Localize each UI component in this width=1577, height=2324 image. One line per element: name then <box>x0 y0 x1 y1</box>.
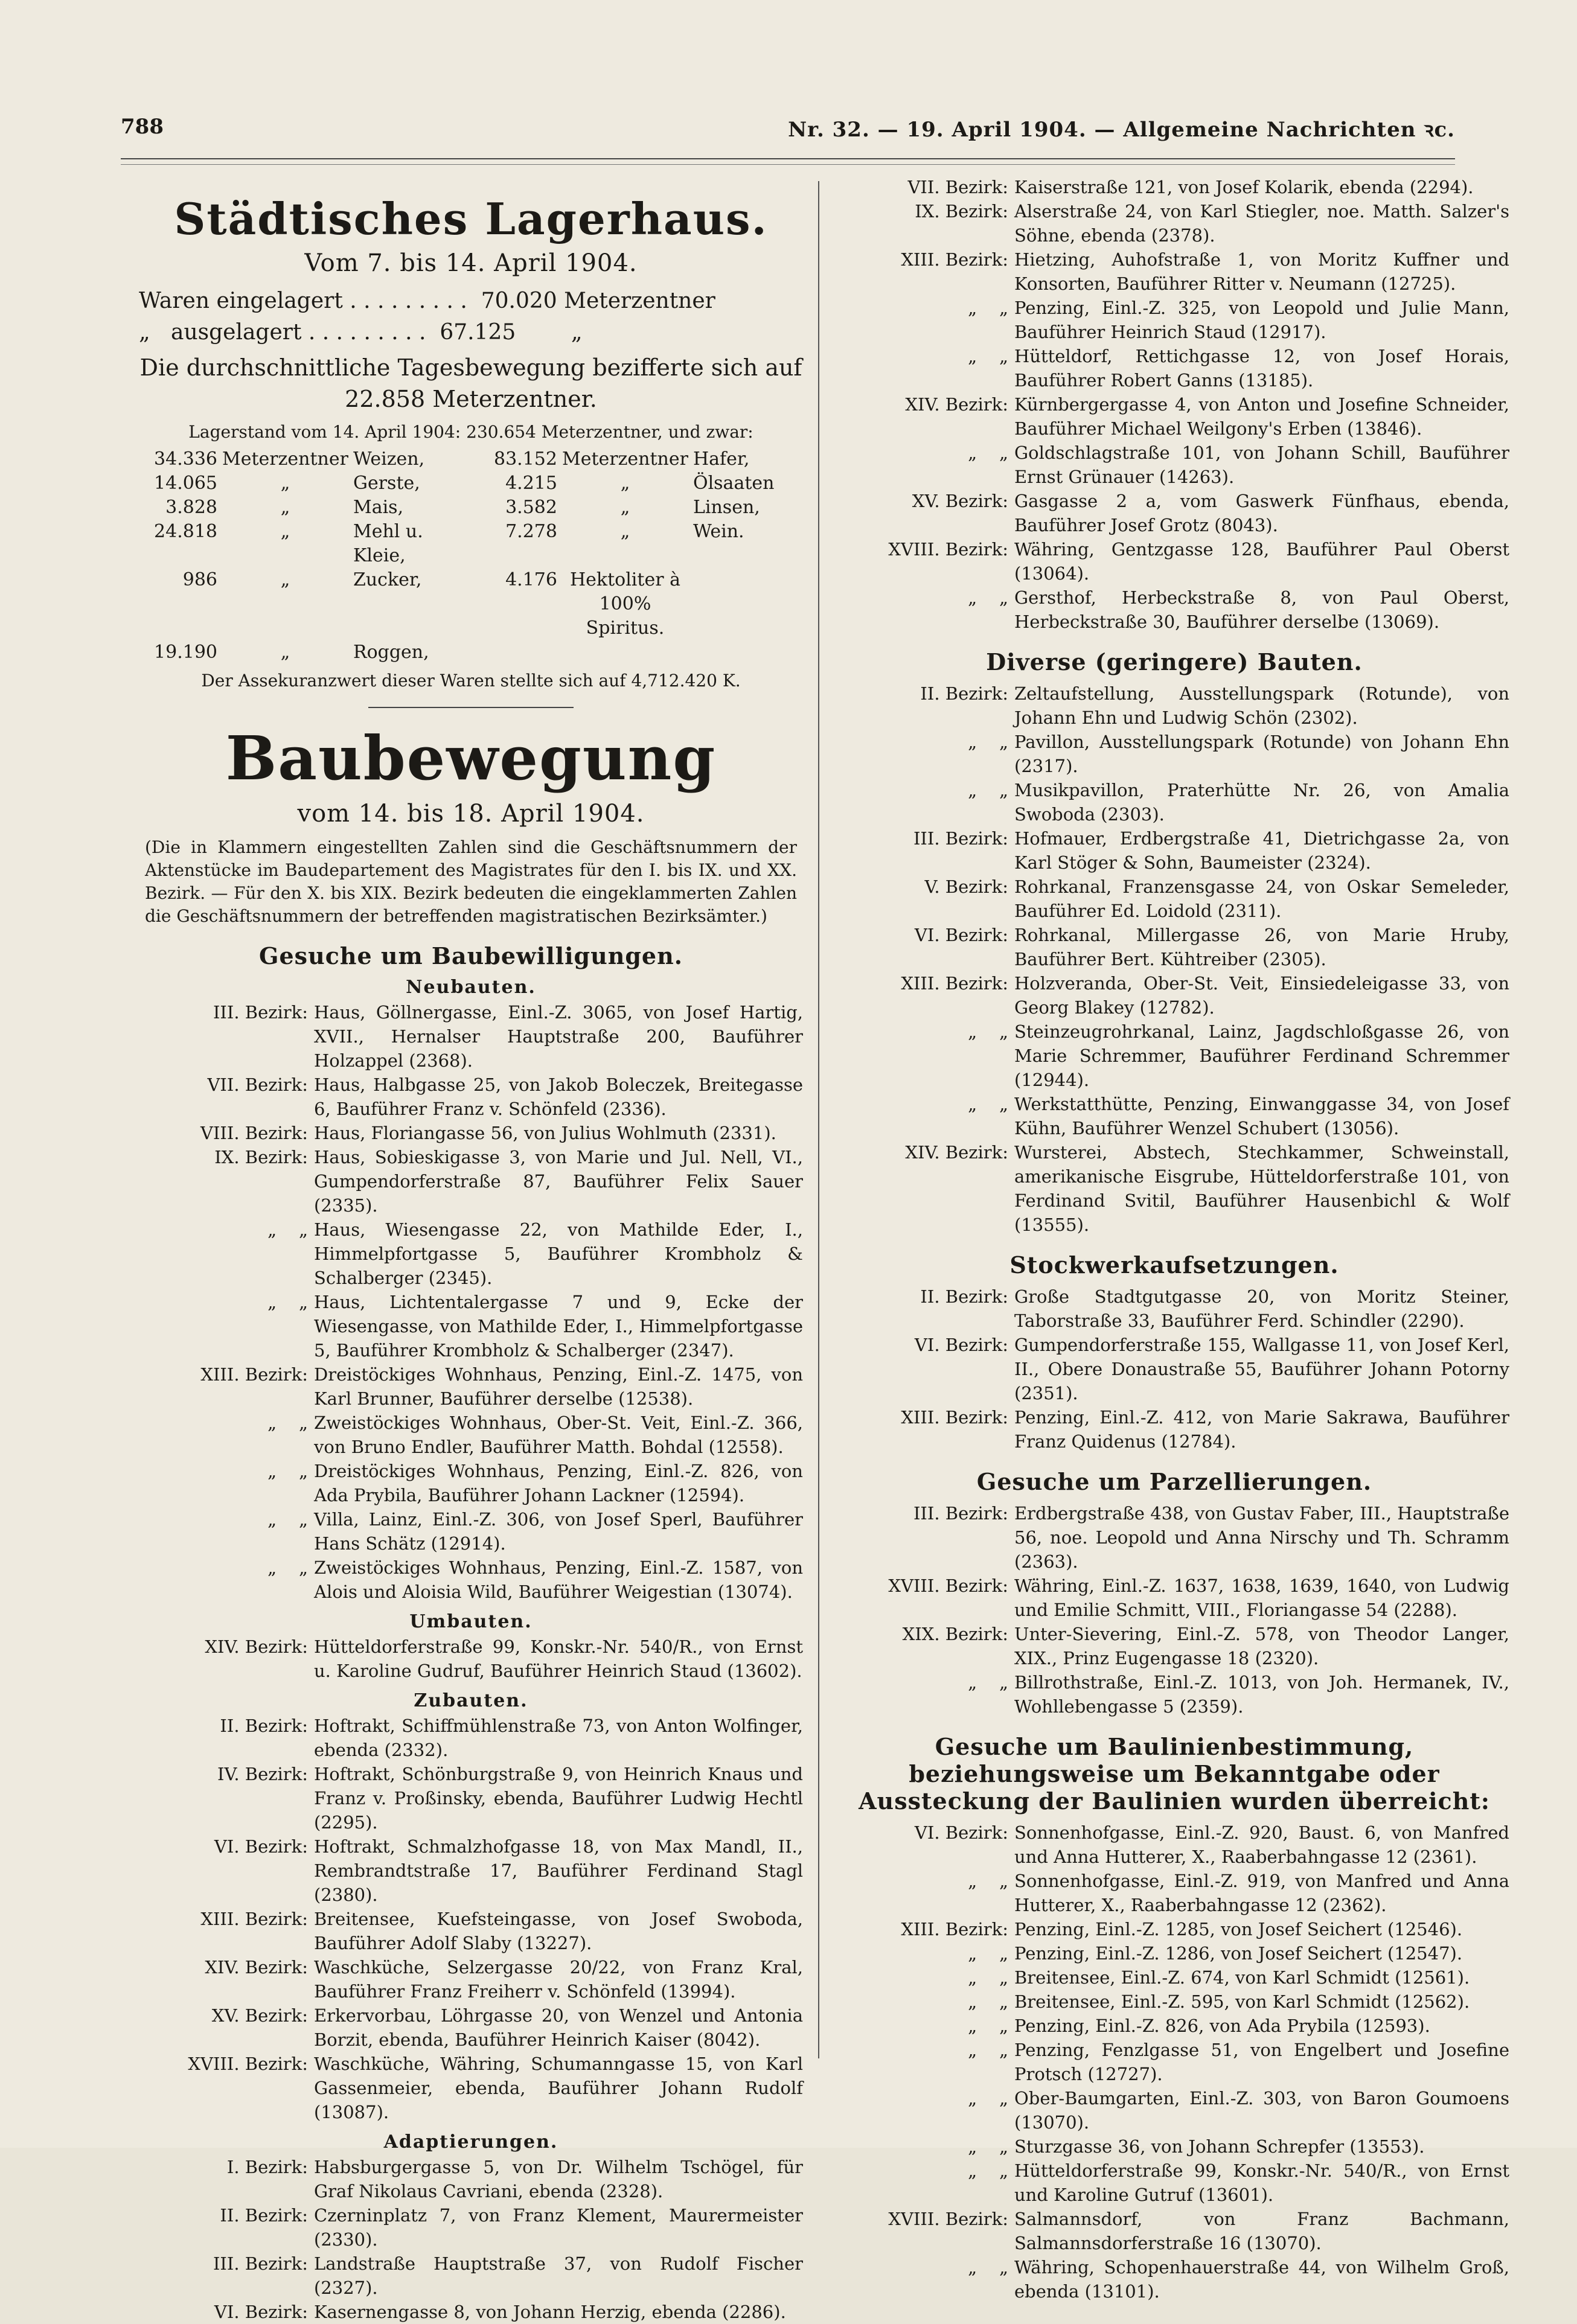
stock-cell: „ <box>280 569 290 590</box>
stock-cell: Linsen, <box>693 497 760 518</box>
entry-text: Alserstraße 24, von Karl Stiegler, noe. Matth. Salzer's Söhne, ebenda (2378). <box>1014 201 1509 246</box>
entry-text: Habsburgergasse 5, von Dr. Wilhelm Tschögel, für Graf Nikolaus Cavriani, ebenda (2328). <box>314 2157 803 2201</box>
section-rule <box>368 707 574 708</box>
lagerhaus-total: Der Assekuranzwert dieser Waren stellte sich auf 4,712.420 K. <box>201 671 741 691</box>
subsection-heading: Zubauten. <box>414 1690 528 1711</box>
stock-row <box>139 520 779 568</box>
stock-cell: Meterzentner <box>561 449 688 470</box>
list-item <box>839 1917 1509 1941</box>
entry-text: Ober-Baumgarten, Einl.-Z. 303, von Baron Goumoens (13070). <box>1014 2088 1509 2133</box>
entry-text: Waschküche, Selzergasse 20/22, von Franz Kral, Bauführer Franz Freiherr v. Schönfeld (13994). <box>314 1957 803 2002</box>
entry-text: Holzveranda, Ober-St. Veit, Einsiedeleigasse 33, von Georg Blakey (12782). <box>1014 973 1509 1018</box>
section-heading: Gesuche um Parzellierungen. <box>976 1468 1372 1495</box>
list-item <box>139 1507 803 1556</box>
list-item <box>839 1092 1509 1140</box>
district-label: IV. Bezirk: <box>217 1764 308 1784</box>
district-label: XIII. Bezirk: <box>200 1364 308 1385</box>
section-heading: Gesuche um Baulinienbestimmung, beziehungsweise um Bekanntgabe oder Aussteckung der Baulinien wurden überreicht: <box>859 1733 1490 1815</box>
subsection-heading: Adaptierungen. <box>383 2131 558 2153</box>
stock-row <box>139 568 779 640</box>
district-label: XVIII. Bezirk: <box>888 539 1008 560</box>
baubewegung-subtitle: vom 14. bis 18. April 1904. <box>297 800 645 828</box>
district-label: VI. Bezirk: <box>914 1822 1008 1843</box>
stock-cell <box>562 640 693 665</box>
entry-text: Penzing, Einl.-Z. 325, von Leopold und Julie Mann, Bauführer Heinrich Staud (12917). <box>1014 298 1509 342</box>
district-label: XIV. Bezirk: <box>905 1142 1008 1163</box>
district-label: „ „ <box>267 1292 308 1312</box>
list-item <box>139 1411 803 1459</box>
district-label: „ „ <box>968 1943 1008 1964</box>
list-item <box>839 1020 1509 1092</box>
stock-row <box>139 640 779 665</box>
right-sections <box>839 175 1509 2303</box>
entry-text: Wursterei, Abstech, Stechkammer, Schweinstall, amerikanische Eisgrube, Hütteldorferstraße 101, von Ferdinand Svitil, Bauführer Hausenbichl & Wolf (13555). <box>1014 1142 1509 1235</box>
list-item <box>139 2252 803 2300</box>
district-label: „ „ <box>267 1219 308 1240</box>
list-item <box>839 296 1509 344</box>
list-item <box>139 1290 803 1362</box>
list-item <box>139 1218 803 1290</box>
district-label: XIV. Bezirk: <box>205 1957 308 1978</box>
entry-text: Breitensee, Einl.-Z. 674, von Karl Schmidt (12561). <box>1014 1967 1470 1988</box>
entry-text: Sonnenhofgasse, Einl.-Z. 920, Baust. 6, von Manfred und Anna Hutterer, X., Raaberbahngasse 12 (2361). <box>1014 1822 1509 1867</box>
entry-text: Villa, Lainz, Einl.-Z. 306, von Josef Sperl, Bauführer Hans Schätz (12914). <box>314 1509 803 1554</box>
entry-text: Sonnenhofgasse, Einl.-Z. 919, von Manfred und Anna Hutterer, X., Raaberbahngasse 12 (2362). <box>1014 1871 1509 1915</box>
district-label: VI. Bezirk: <box>214 2302 308 2322</box>
baubewegung-note: (Die in Klammern eingestellten Zahlen sind die Geschäftsnummern der Aktenstücke im Baudepartement des Magistrates für den I. bis IX. und XX. Bezirk. — Für den X. bis XIX. Bezirk bedeuten die eingeklammerten Zahlen die Geschäftsnummern der betreffenden magistratischen Bezirksämter.) <box>145 837 797 926</box>
entry-text: Goldschlagstraße 101, von Johann Schill, Bauführer Ernst Grünauer (14263). <box>1014 442 1509 487</box>
entry-text: Waschküche, Währing, Schumanngasse 15, von Karl Gassenmeier, ebenda, Bauführer Johann Rudolf (13087). <box>314 2054 803 2122</box>
entry-text: Gasgasse 2 a, vom Gaswerk Fünfhaus, ebenda, Bauführer Josef Grotz (8043). <box>1014 491 1509 535</box>
entry-text: Penzing, Einl.-Z. 826, von Ada Prybila (12593). <box>1014 2016 1430 2036</box>
district-label: XVIII. Bezirk: <box>888 2209 1008 2229</box>
entry-text: Billrothstraße, Einl.-Z. 1013, von Joh. Hermanek, IV., Wohllebengasse 5 (2359). <box>1014 1672 1509 1717</box>
list-item <box>839 199 1509 247</box>
entry-text: Rohrkanal, Millergasse 26, von Marie Hruby, Bauführer Bert. Kühtreiber (2305). <box>1014 925 1509 969</box>
district-label: II. Bezirk: <box>220 1716 308 1736</box>
district-label: XIII. Bezirk: <box>901 1407 1008 1428</box>
column-divider <box>818 181 819 2058</box>
list-item <box>839 1941 1509 1965</box>
entry-text: Haus, Halbgasse 25, von Jakob Boleczek, Breitegasse 6, Bauführer Franz v. Schönfeld (2336). <box>314 1074 803 1119</box>
list-item <box>839 2086 1509 2134</box>
list-item <box>839 2255 1509 2303</box>
stock-cell: 3.828 <box>165 497 217 518</box>
district-label: „ „ <box>968 1094 1008 1114</box>
list-item <box>839 730 1509 778</box>
list-item <box>839 1333 1509 1405</box>
list-item <box>839 1140 1509 1237</box>
district-label: XVIII. Bezirk: <box>888 1575 1008 1596</box>
entry-text: Währing, Einl.-Z. 1637, 1638, 1639, 1640, von Ludwig und Emilie Schmitt, VIII., Floriangasse 54 (2288). <box>1014 1575 1509 1620</box>
list-item <box>839 441 1509 489</box>
stock-cell: Meterzentner <box>222 449 348 470</box>
stock-row <box>139 447 779 471</box>
list-item <box>839 2038 1509 2086</box>
list-item <box>839 1821 1509 1869</box>
entry-text: Penzing, Einl.-Z. 1286, von Josef Seichert (12547). <box>1014 1943 1463 1964</box>
list-item <box>139 2300 803 2324</box>
entry-text: Kürnbergergasse 4, von Anton und Josefine Schneider, Bauführer Michael Weilgony's Erben (13846). <box>1014 394 1509 439</box>
district-label: „ „ <box>968 2160 1008 2181</box>
stock-cell: 7.278 <box>505 521 557 542</box>
entry-text: Pavillon, Ausstellungspark (Rotunde) von Johann Ehn (2317). <box>1014 732 1509 776</box>
list-item <box>839 2207 1509 2255</box>
stock-cell: Zucker, <box>353 569 422 590</box>
list-item <box>139 1121 803 1145</box>
list-item <box>139 1955 803 2003</box>
stock-cell: 19.190 <box>154 642 217 663</box>
stock-table <box>139 447 779 665</box>
list-item <box>839 344 1509 392</box>
list-item <box>139 1459 803 1507</box>
list-item <box>839 1965 1509 1990</box>
district-label: „ „ <box>968 2040 1008 2060</box>
list-item <box>839 247 1509 296</box>
entry-text: Hoftrakt, Schönburgstraße 9, von Heinrich Knaus und Franz v. Proßinsky, ebenda, Bauführer Ludwig Hechtl (2295). <box>314 1764 803 1833</box>
district-label: XVIII. Bezirk: <box>188 2054 308 2074</box>
list-item <box>839 1501 1509 1574</box>
entry-text: Hütteldorferstraße 99, Konskr.-Nr. 540/R., von Ernst u. Karoline Gudruf, Bauführer Heinrich Staud (13602). <box>314 1636 803 1681</box>
list-item <box>839 175 1509 199</box>
lagerhaus-title: Städtisches Lagerhaus. <box>174 193 768 244</box>
entry-text: Haus, Floriangasse 56, von Julius Wohlmuth (2331). <box>314 1123 776 1143</box>
stock-cell: 83.152 <box>494 449 557 470</box>
list-item <box>839 586 1509 634</box>
list-item <box>139 1000 803 1073</box>
list-item <box>839 1869 1509 1917</box>
entry-text: Währing, Schopenhauerstraße 44, von Wilhelm Groß, ebenda (13101). <box>1014 2257 1509 2302</box>
running-header <box>121 115 1455 151</box>
stock-cell: 4.176 <box>505 569 557 590</box>
district-label: III. Bezirk: <box>213 1002 308 1023</box>
stock-cell: Roggen, <box>353 642 429 663</box>
stock-cell: „ <box>280 642 290 663</box>
list-item <box>839 489 1509 537</box>
list-item <box>139 1362 803 1411</box>
list-item <box>839 826 1509 875</box>
list-item <box>139 1834 803 1907</box>
stock-row <box>139 496 779 520</box>
list-item <box>139 2003 803 2052</box>
list-item <box>839 971 1509 1020</box>
district-label: XIX. Bezirk: <box>902 1624 1008 1644</box>
stock-cell: 24.818 <box>154 521 217 542</box>
entry-text: Zweistöckiges Wohnhaus, Ober-St. Veit, Einl.-Z. 366, von Bruno Endler, Bauführer Matth. Bohdal (12558). <box>314 1413 803 1457</box>
subsection-heading: Umbauten. <box>409 1611 533 1632</box>
district-label: „ „ <box>968 1991 1008 2012</box>
left-sections <box>139 942 803 2324</box>
entry-text: Zweistöckiges Wohnhaus, Penzing, Einl.-Z. 1587, von Alois und Aloisia Wild, Bauführer Weigestian (13074). <box>314 1557 803 1602</box>
district-label: „ „ <box>968 442 1008 463</box>
entry-text: Penzing, Einl.-Z. 412, von Marie Sakrawa, Bauführer Franz Quidenus (12784). <box>1014 1407 1509 1452</box>
district-label: III. Bezirk: <box>213 2253 308 2274</box>
list-item <box>839 1285 1509 1333</box>
entry-text: Gumpendorferstraße 155, Wallgasse 11, von Josef Kerl, II., Obere Donaustraße 55, Bauführer Johann Potorny (2351). <box>1014 1335 1509 1403</box>
entry-text: Musikpavillon, Praterhütte Nr. 26, von Amalia Swoboda (2303). <box>1014 780 1509 825</box>
entry-text: Rohrkanal, Franzensgasse 24, von Oskar Semeleder, Bauführer Ed. Loidold (2311). <box>1014 876 1509 921</box>
entry-text: Erdbergstraße 438, von Gustav Faber, III., Hauptstraße 56, noe. Leopold und Anna Nirschy und Th. Schramm (2363). <box>1014 1503 1509 1572</box>
district-label: XV. Bezirk: <box>211 2005 308 2026</box>
list-item <box>839 875 1509 923</box>
district-label: XIII. Bezirk: <box>901 973 1008 994</box>
entry-text: Werkstatthütte, Penzing, Einwanggasse 34, von Josef Kühn, Bauführer Wenzel Schubert (13056). <box>1014 1094 1509 1138</box>
stock-cell: Hektoliter à 100% Spiritus. <box>569 569 680 639</box>
entry-text: Währing, Gentzgasse 128, Bauführer Paul Oberst (13064). <box>1014 539 1509 584</box>
entry-text: Hütteldorf, Rettichgasse 12, von Josef Horais, Bauführer Robert Ganns (13185). <box>1014 346 1509 391</box>
district-label: „ „ <box>267 1413 308 1433</box>
entry-text: Haus, Wiesengasse 22, von Mathilde Eder, I., Himmelpfortgasse 5, Bauführer Krombholz & Schalberger (2345). <box>314 1219 803 1288</box>
entry-text: Dreistöckiges Wohnhaus, Penzing, Einl.-Z. 826, von Ada Prybila, Bauführer Johann Lackner (12594). <box>314 1461 803 1505</box>
stock-cell: Hafer, <box>693 449 750 470</box>
list-item <box>839 2014 1509 2038</box>
right-column <box>839 175 1509 2303</box>
entry-text: Kasernengasse 8, von Johann Herzig, ebenda (2286). <box>314 2302 786 2322</box>
stock-row <box>139 471 779 496</box>
list-item <box>839 2134 1509 2159</box>
entry-text: Czerninplatz 7, von Franz Klement, Maurermeister (2330). <box>314 2205 803 2250</box>
entry-text: Hoftrakt, Schiffmühlenstraße 73, von Anton Wolfinger, ebenda (2332). <box>314 1716 803 1760</box>
district-label: „ „ <box>968 1967 1008 1988</box>
district-label: „ „ <box>968 2136 1008 2157</box>
stock-cell: Mehl u. Kleie, <box>353 521 423 566</box>
list-item <box>139 2203 803 2252</box>
lagerhaus-daily: Die durchschnittliche Tagesbewegung bezifferte sich auf 22.858 Meterzentner. <box>139 354 802 412</box>
district-label: II. Bezirk: <box>920 683 1008 704</box>
header-rule <box>121 158 1455 165</box>
left-column <box>139 175 803 2324</box>
stock-cell: „ <box>620 473 630 494</box>
section-heading: Stockwerkaufsetzungen. <box>1009 1251 1339 1279</box>
stock-cell: „ <box>280 473 290 494</box>
district-label: „ „ <box>968 346 1008 366</box>
stock-cell: Mais, <box>353 497 404 518</box>
list-item <box>839 1990 1509 2014</box>
entry-text: Penzing, Einl.-Z. 1285, von Josef Seichert (12546). <box>1014 1919 1463 1939</box>
district-label: IX. Bezirk: <box>915 201 1008 222</box>
list-item <box>839 682 1509 730</box>
stock-cell: Weizen, <box>353 449 425 470</box>
stock-cell: „ <box>620 521 630 542</box>
district-label: „ „ <box>968 2088 1008 2109</box>
list-item <box>839 1670 1509 1719</box>
district-label: II. Bezirk: <box>920 1286 1008 1307</box>
lagerhaus-line-out: „ ausgelagert . . . . . . . . . 67.125 „ <box>139 320 583 345</box>
list-item <box>839 923 1509 971</box>
entry-text: Haus, Lichtentalergasse 7 und 9, Ecke der Wiesengasse, von Mathilde Eder, I., Himmelpfortgasse 5, Bauführer Krombholz & Schalberger (2347). <box>314 1292 803 1361</box>
district-label: V. Bezirk: <box>924 876 1008 897</box>
district-label: „ „ <box>968 780 1008 800</box>
stock-cell: Ölsaaten <box>693 473 775 494</box>
stock-cell: 3.582 <box>505 497 557 518</box>
stock-cell: Gerste, <box>353 473 420 494</box>
stock-cell: „ <box>620 497 630 518</box>
list-item <box>139 1714 803 1762</box>
entry-text: Dreistöckiges Wohnhaus, Penzing, Einl.-Z. 1475, von Karl Brunner, Bauführer derselbe (12538). <box>314 1364 803 1409</box>
district-label: XIV. Bezirk: <box>205 1636 308 1657</box>
list-item <box>839 537 1509 586</box>
running-head: Nr. 32. — 19. April 1904. — Allgemeine Nachrichten ꝛc. <box>788 118 1455 142</box>
lagerhaus-line-in: Waren eingelagert . . . . . . . . . 70.020 Meterzentner <box>139 289 715 313</box>
entry-text: Unter-Sievering, Einl.-Z. 578, von Theodor Langer, XIX., Prinz Eugengasse 18 (2320). <box>1014 1624 1509 1668</box>
entry-text: Zeltaufstellung, Ausstellungspark (Rotunde), von Johann Ehn und Ludwig Schön (2302). <box>1014 683 1509 728</box>
entry-text: Breitensee, Einl.-Z. 595, von Karl Schmidt (12562). <box>1014 1991 1470 2012</box>
district-label: XIII. Bezirk: <box>901 1919 1008 1939</box>
district-label: VII. Bezirk: <box>207 1074 308 1095</box>
district-label: VI. Bezirk: <box>914 1335 1008 1355</box>
list-item <box>839 1622 1509 1670</box>
entry-text: Große Stadtgutgasse 20, von Moritz Steiner, Taborstraße 33, Bauführer Ferd. Schindler (2290). <box>1014 1286 1509 1331</box>
entry-text: Haus, Göllnergasse, Einl.-Z. 3065, von Josef Hartig, XVII., Hernalser Hauptstraße 200, Bauführer Holzappel (2368). <box>314 1002 803 1071</box>
district-label: II. Bezirk: <box>220 2205 308 2226</box>
page-number: 788 <box>121 115 164 139</box>
district-label: „ „ <box>968 298 1008 318</box>
district-label: XIV. Bezirk: <box>905 394 1008 415</box>
district-label: „ „ <box>968 587 1008 608</box>
entry-text: Hütteldorferstraße 99, Konskr.-Nr. 540/R., von Ernst und Karoline Gutruf (13601). <box>1014 2160 1509 2205</box>
stock-cell: 34.336 <box>154 449 217 470</box>
district-label: III. Bezirk: <box>913 828 1008 849</box>
entry-text: Gersthof, Herbeckstraße 8, von Paul Oberst, Herbeckstraße 30, Bauführer derselbe (13069). <box>1014 587 1509 632</box>
list-item <box>839 1405 1509 1454</box>
district-label: XIII. Bezirk: <box>901 249 1008 270</box>
list-item <box>139 1556 803 1604</box>
stock-cell <box>479 640 562 665</box>
subsection-heading: Neubauten. <box>406 977 536 998</box>
district-label: „ „ <box>968 1871 1008 1891</box>
list-item <box>139 1907 803 1955</box>
stock-cell: Wein. <box>693 521 744 542</box>
entry-text: Haus, Sobieskigasse 3, von Marie und Jul. Nell, VI., Gumpendorferstraße 87, Bauführer Felix Sauer (2335). <box>314 1147 803 1216</box>
district-label: VII. Bezirk: <box>907 177 1008 197</box>
entry-text: Penzing, Fenzlgasse 51, von Engelbert und Josefine Protsch (12727). <box>1014 2040 1509 2084</box>
stock-cell: „ <box>280 521 290 542</box>
lagerhaus-subtitle: Vom 7. bis 14. April 1904. <box>304 249 638 277</box>
entry-text: Kaiserstraße 121, von Josef Kolarik, ebenda (2294). <box>1014 177 1474 197</box>
district-label: „ „ <box>267 1461 308 1481</box>
list-item <box>839 392 1509 441</box>
list-item <box>839 1574 1509 1622</box>
entry-text: Erkervorbau, Löhrgasse 20, von Wenzel und Antonia Borzit, ebenda, Bauführer Heinrich Kaiser (8042). <box>314 2005 803 2050</box>
district-label: „ „ <box>267 1509 308 1530</box>
entry-text: Hietzing, Auhofstraße 1, von Moritz Kuffner und Konsorten, Bauführer Ritter v. Neumann (12725). <box>1014 249 1509 294</box>
entry-text: Landstraße Hauptstraße 37, von Rudolf Fischer (2327). <box>314 2253 803 2298</box>
list-item <box>139 1145 803 1218</box>
stock-cell <box>693 568 779 640</box>
district-label: „ „ <box>968 2016 1008 2036</box>
district-label: „ „ <box>968 1672 1008 1693</box>
district-label: VI. Bezirk: <box>914 925 1008 945</box>
section-heading: Diverse (geringere) Bauten. <box>986 648 1363 675</box>
stock-cell: 4.215 <box>505 473 557 494</box>
section-heading: Gesuche um Baubewilligungen. <box>259 942 683 969</box>
stock-cell <box>693 640 779 665</box>
stock-cell: 986 <box>182 569 217 590</box>
baubewegung-title: Baubewegung <box>225 723 717 794</box>
district-label: IX. Bezirk: <box>214 1147 308 1167</box>
district-label: „ „ <box>968 2257 1008 2278</box>
list-item <box>839 778 1509 826</box>
list-item <box>139 1762 803 1834</box>
stock-cell: 14.065 <box>154 473 217 494</box>
entry-text: Sturzgasse 36, von Johann Schrepfer (13553). <box>1014 2136 1425 2157</box>
lagerhaus-stand: Lagerstand vom 14. April 1904: 230.654 Meterzentner, und zwar: <box>188 422 753 442</box>
entry-text: Salmannsdorf, von Franz Bachmann, Salmannsdorferstraße 16 (13070). <box>1014 2209 1509 2253</box>
entry-text: Steinzeugrohrkanal, Lainz, Jagdschloßgasse 26, von Marie Schremmer, Bauführer Ferdinand Schremmer (12944). <box>1014 1021 1509 1090</box>
district-label: I. Bezirk: <box>226 2157 308 2177</box>
list-item <box>139 1635 803 1683</box>
list-item <box>139 2155 803 2203</box>
district-label: „ „ <box>968 732 1008 752</box>
district-label: XIII. Bezirk: <box>200 1909 308 1929</box>
entry-text: Hofmauer, Erdbergstraße 41, Dietrichgasse 2a, von Karl Stöger & Sohn, Baumeister (2324). <box>1014 828 1509 873</box>
list-item <box>139 1073 803 1121</box>
list-item <box>839 2159 1509 2207</box>
district-label: III. Bezirk: <box>913 1503 1008 1524</box>
list-item <box>139 2052 803 2124</box>
district-label: VIII. Bezirk: <box>200 1123 308 1143</box>
entry-text: Hoftrakt, Schmalzhofgasse 18, von Max Mandl, II., Rembrandtstraße 17, Bauführer Ferdinand Stagl (2380). <box>314 1836 803 1905</box>
district-label: XV. Bezirk: <box>912 491 1008 511</box>
stock-cell: „ <box>280 497 290 518</box>
entry-text: Breitensee, Kuefsteingasse, von Josef Swoboda, Bauführer Adolf Slaby (13227). <box>314 1909 803 1953</box>
district-label: VI. Bezirk: <box>214 1836 308 1857</box>
district-label: „ „ <box>968 1021 1008 1042</box>
district-label: „ „ <box>267 1557 308 1578</box>
